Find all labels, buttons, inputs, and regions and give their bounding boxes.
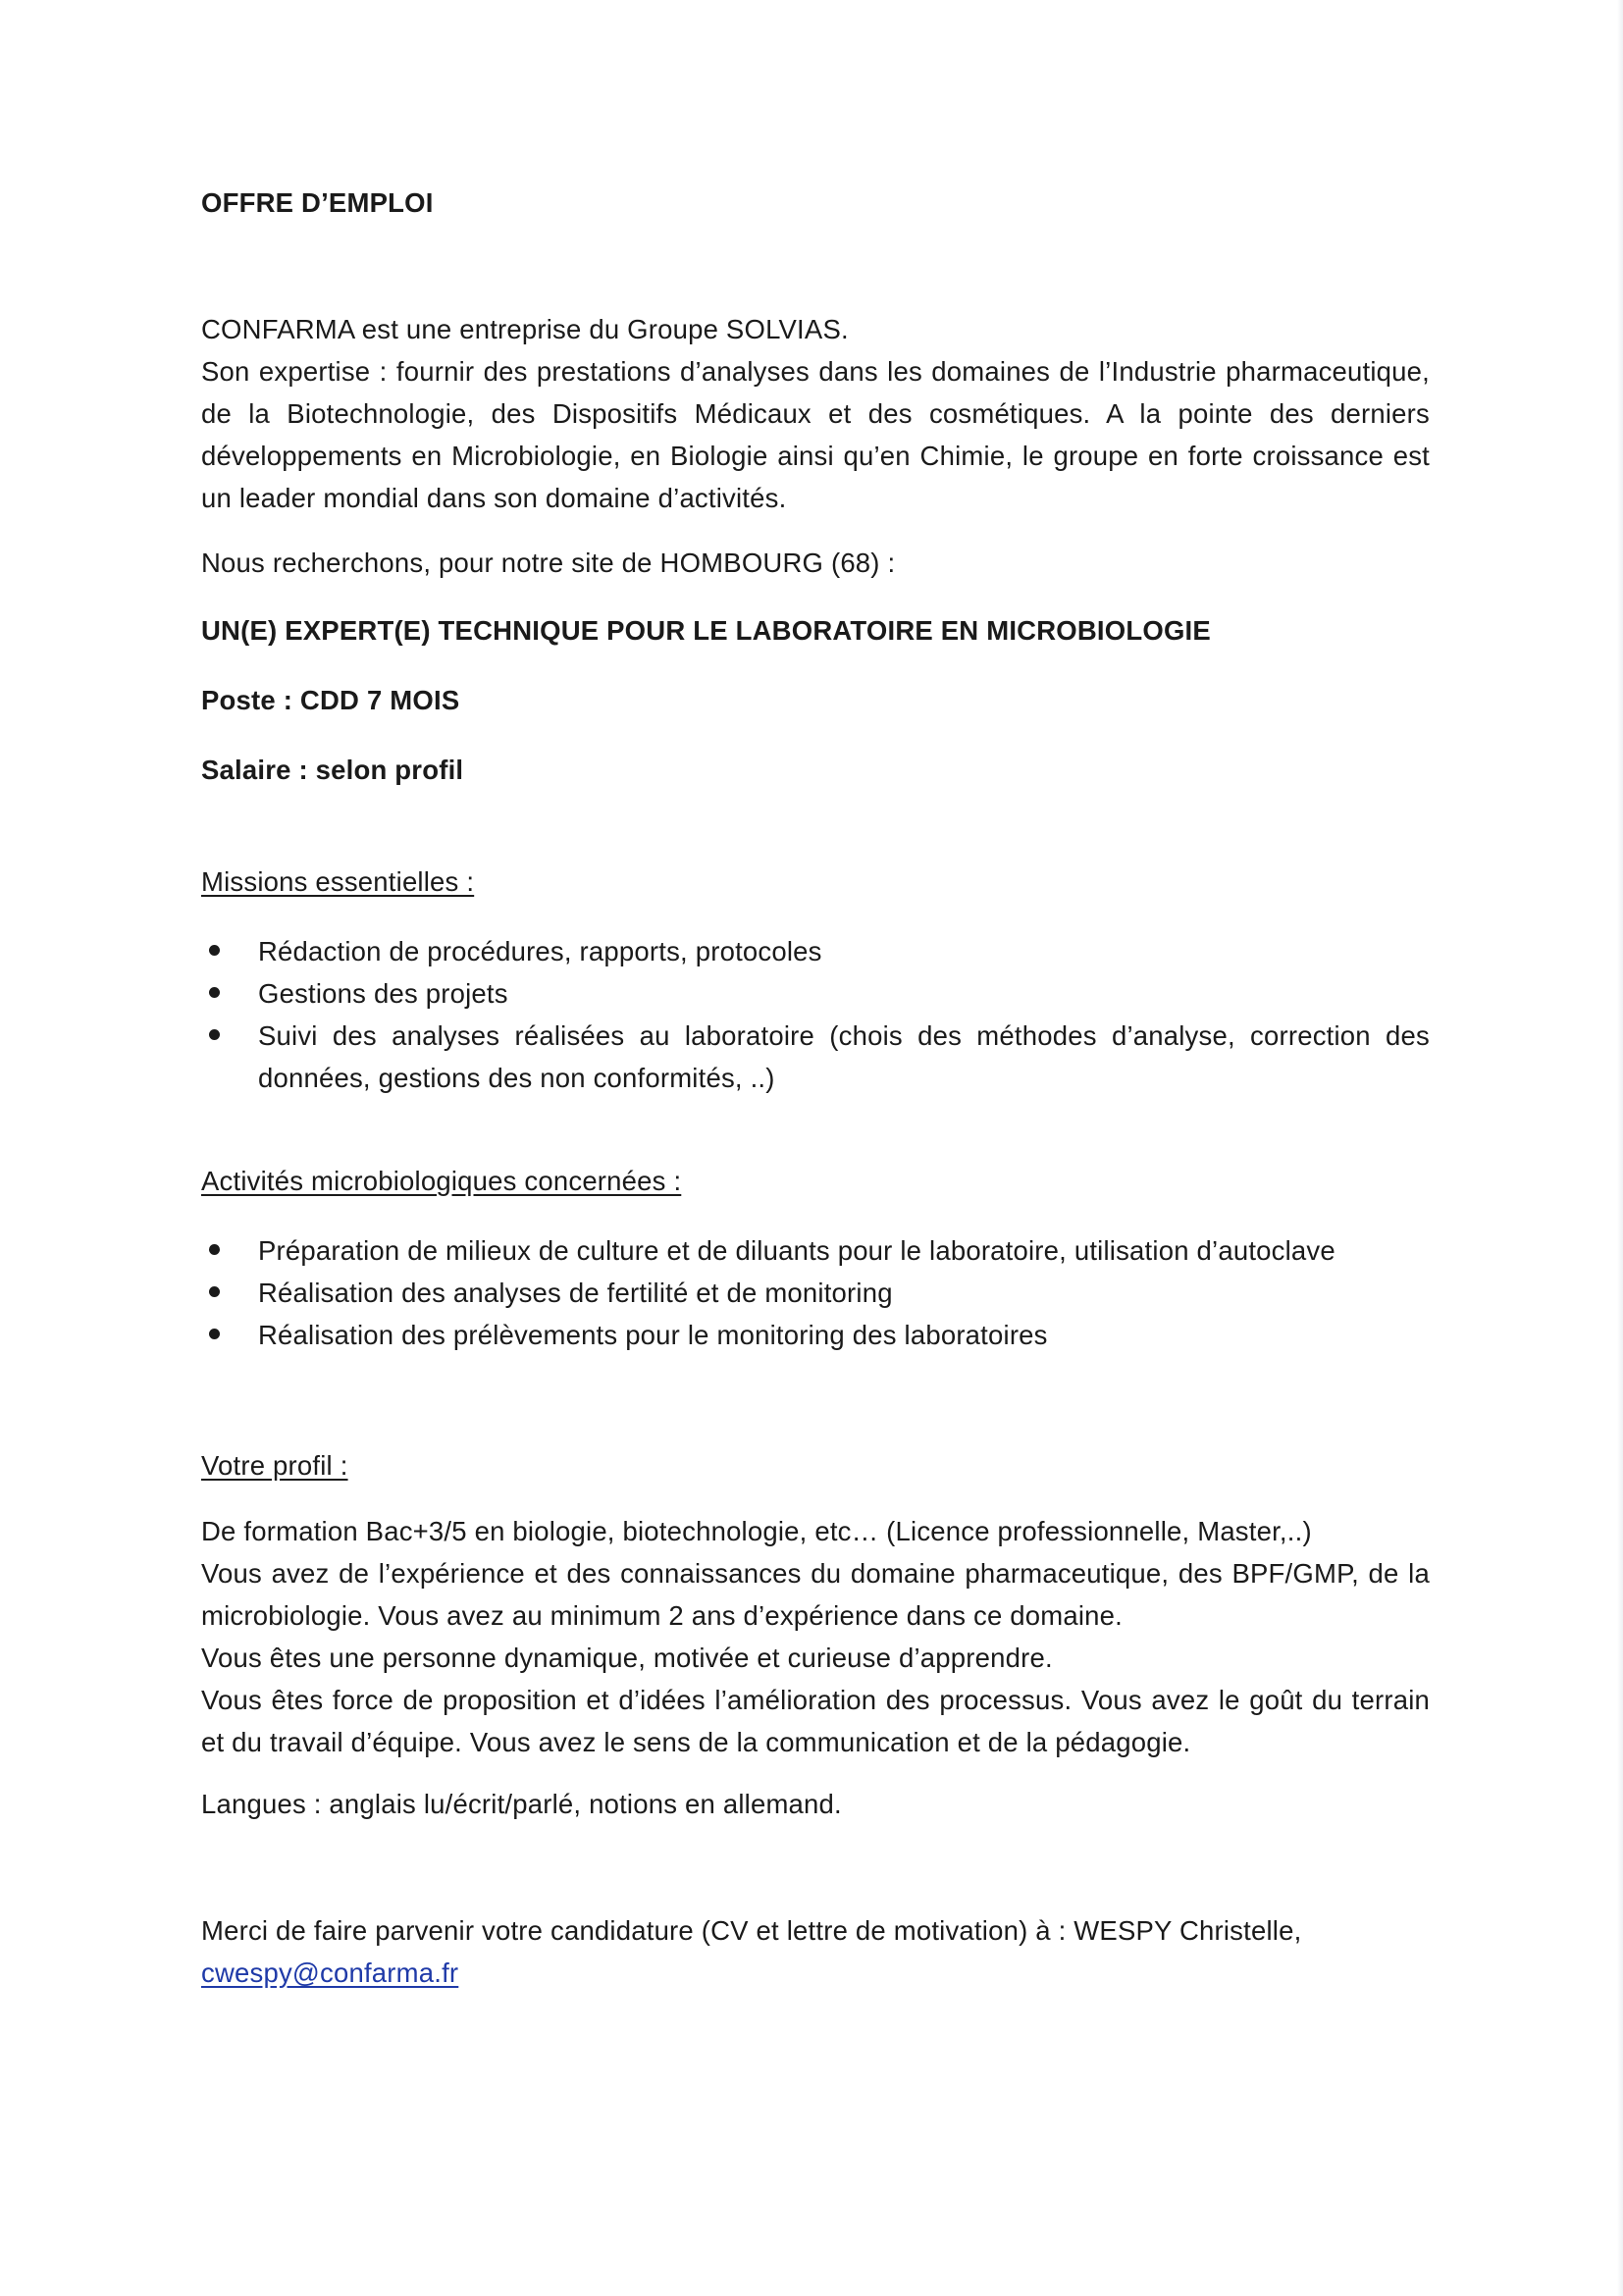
activites-heading (201, 1160, 1430, 1202)
document-title: OFFRE D’EMPLOI (201, 187, 434, 218)
missions-list (201, 930, 1430, 1099)
bullet-icon (209, 945, 220, 956)
profil-personnalite: Vous êtes une personne dynamique, motivée et curieuse d’apprendre. (201, 1643, 1053, 1673)
document-content (201, 182, 1430, 1994)
profil-experience: Vous avez de l’expérience et des connaissances du domaine pharmaceutique, des BPF/GMP, de la microbiologie. Vous avez au minimum 2 ans d’expérience dans ce domaine. (201, 1558, 1430, 1631)
profil-competences: Vous êtes force de proposition et d’idées l’amélioration des processus. Vous avez le goût du terrain et du travail d’équipe. Vous avez le sens de la communication et de la pédagogie. (201, 1685, 1430, 1757)
salaire-line: Salaire : selon profil (201, 755, 464, 785)
mission-item-text: Suivi des analyses réalisées au laboratoire (chois des méthodes d’analyse, correction des données, gestions des non conformités, ..) (258, 1020, 1430, 1093)
bullet-icon (209, 1286, 220, 1297)
activite-item-text: Réalisation des analyses de fertilité et de monitoring (258, 1278, 893, 1308)
list-item (201, 972, 1430, 1015)
bullet-icon (209, 1244, 220, 1255)
missions-heading (201, 861, 1430, 903)
mission-item-text: Rédaction de procédures, rapports, protocoles (258, 936, 822, 966)
bullet-icon (209, 1029, 220, 1040)
list-item (201, 1015, 1430, 1099)
scan-edge (1617, 0, 1623, 2296)
profil-langues: Langues : anglais lu/écrit/parlé, notions en allemand. (201, 1789, 842, 1819)
search-line: Nous recherchons, pour notre site de HOMBOURG (68) : (201, 548, 896, 578)
position-title: UN(E) EXPERT(E) TECHNIQUE POUR LE LABORATOIRE EN MICROBIOLOGIE (201, 615, 1211, 646)
profil-formation: De formation Bac+3/5 en biologie, biotechnologie, etc… (Licence professionnelle, Master,..) (201, 1516, 1312, 1546)
list-item (201, 1229, 1430, 1272)
missions-heading-text: Missions essentielles : (201, 866, 475, 897)
activite-item-text: Préparation de milieux de culture et de diluants pour le laboratoire, utilisation d’autoclave (258, 1235, 1335, 1266)
bullet-icon (209, 1329, 220, 1339)
activites-heading-text: Activités microbiologiques concernées : (201, 1166, 682, 1196)
contact-text: Merci de faire parvenir votre candidature (CV et lettre de motivation) à : WESPY Christelle, (201, 1915, 1302, 1946)
contact-email-link[interactable]: cwespy@confarma.fr (201, 1957, 459, 1988)
activite-item-text: Réalisation des prélèvements pour le monitoring des laboratoires (258, 1320, 1048, 1350)
intro-line: CONFARMA est une entreprise du Groupe SOLVIAS. (201, 314, 849, 344)
profil-heading-text: Votre profil : (201, 1450, 348, 1481)
contact-email-line (201, 1952, 1430, 1994)
mission-item-text: Gestions des projets (258, 978, 508, 1009)
profil-heading (201, 1444, 1430, 1487)
list-item (201, 930, 1430, 972)
poste-line: Poste : CDD 7 MOIS (201, 685, 460, 715)
bullet-icon (209, 987, 220, 998)
list-item (201, 1314, 1430, 1356)
intro-paragraph: Son expertise : fournir des prestations d’analyses dans les domaines de l’Industrie pharmaceutique, de la Biotechnologie, des Dispositifs Médicaux et des cosmétiques. A la pointe des derniers développements en Microbiologie, en Biologie ainsi qu’en Chimie, le groupe en forte croissance est un leader mondial dans son domaine d’activités. (201, 356, 1430, 513)
activites-list (201, 1229, 1430, 1356)
list-item (201, 1272, 1430, 1314)
